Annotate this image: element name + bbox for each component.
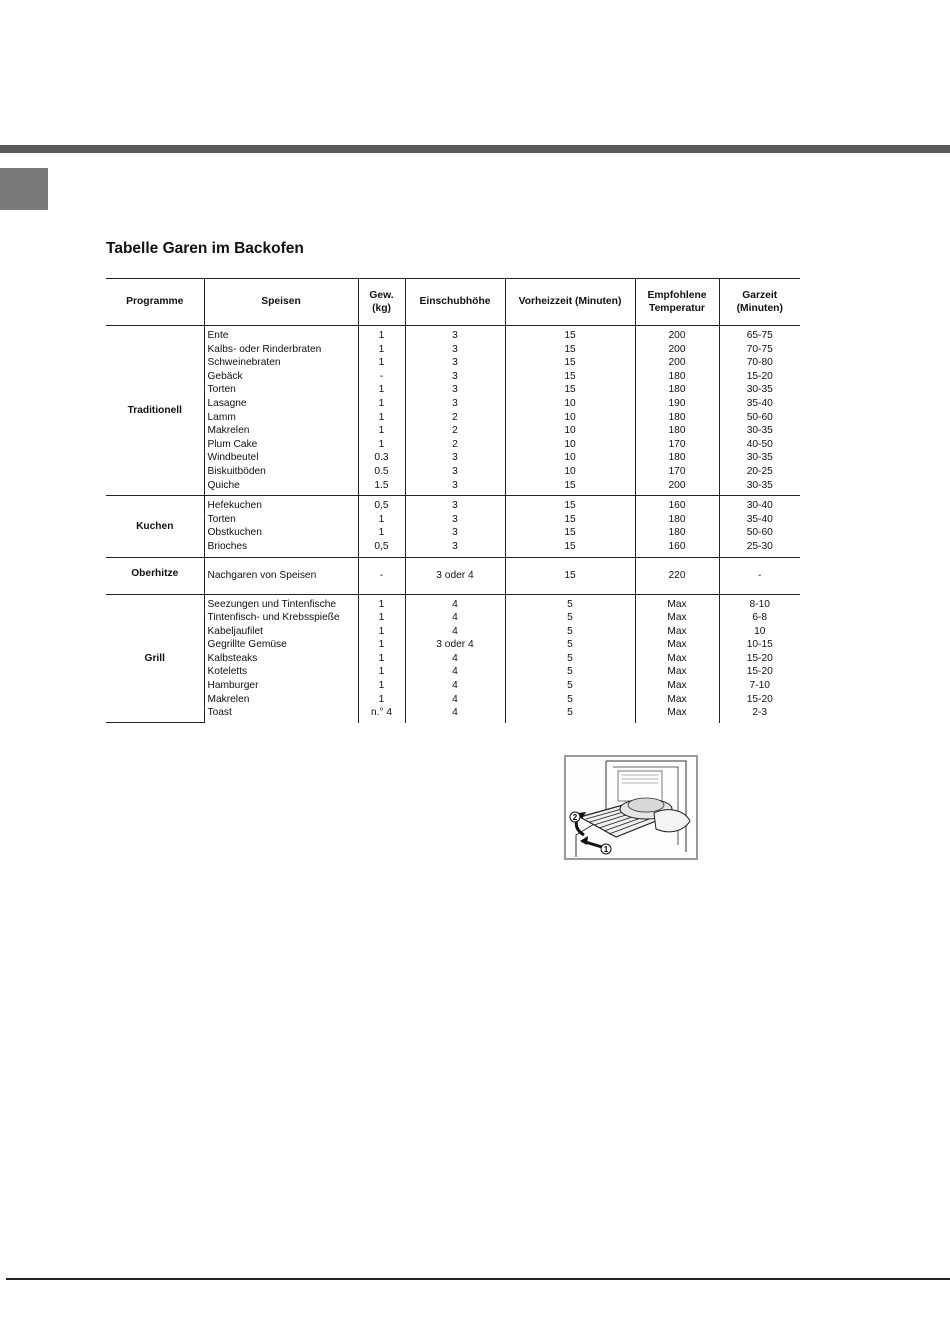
programme-cell: Oberhitze xyxy=(106,557,204,594)
weight-cell: 1 xyxy=(358,526,405,540)
weight-cell: 1 xyxy=(358,397,405,411)
table-row xyxy=(106,496,800,513)
level-cell: 3 xyxy=(405,513,505,527)
preheat-cell: 5 xyxy=(505,611,635,625)
weight-cell: 1 xyxy=(358,411,405,425)
preheat-cell: 15 xyxy=(505,479,635,496)
weight-cell: 1 xyxy=(358,326,405,343)
temp-cell: 190 xyxy=(635,397,719,411)
level-cell: 3 xyxy=(405,370,505,384)
preheat-cell: 15 xyxy=(505,370,635,384)
table-row xyxy=(106,438,800,452)
table-row xyxy=(106,411,800,425)
weight-cell: 1 xyxy=(358,693,405,707)
table-row xyxy=(106,451,800,465)
temp-cell: 160 xyxy=(635,540,719,557)
food-cell: Seezungen und Tintenfische xyxy=(204,594,358,611)
table-row xyxy=(106,343,800,357)
weight-cell: 1 xyxy=(358,438,405,452)
level-cell: 2 xyxy=(405,438,505,452)
preheat-cell: 15 xyxy=(505,540,635,557)
preheat-cell: 10 xyxy=(505,424,635,438)
weight-cell: 0.3 xyxy=(358,451,405,465)
header-food: Speisen xyxy=(204,279,358,326)
level-cell: 3 xyxy=(405,356,505,370)
food-cell: Toast xyxy=(204,706,358,723)
weight-cell: - xyxy=(358,370,405,384)
temp-cell: 220 xyxy=(635,557,719,594)
time-cell: 7-10 xyxy=(719,679,800,693)
level-cell: 3 xyxy=(405,540,505,557)
table-row xyxy=(106,638,800,652)
weight-cell: 0,5 xyxy=(358,496,405,513)
table-row xyxy=(106,594,800,611)
weight-cell: 1 xyxy=(358,638,405,652)
table-row xyxy=(106,679,800,693)
table-row xyxy=(106,356,800,370)
header-weight: Gew. (kg) xyxy=(358,279,405,326)
preheat-cell: 10 xyxy=(505,465,635,479)
level-cell: 3 oder 4 xyxy=(405,557,505,594)
time-cell: 30-35 xyxy=(719,383,800,397)
level-cell: 3 xyxy=(405,397,505,411)
temp-cell: 180 xyxy=(635,424,719,438)
weight-cell: 0.5 xyxy=(358,465,405,479)
time-cell: 6-8 xyxy=(719,611,800,625)
time-cell: 30-35 xyxy=(719,451,800,465)
food-cell: Gebäck xyxy=(204,370,358,384)
preheat-cell: 10 xyxy=(505,411,635,425)
temp-cell: 170 xyxy=(635,465,719,479)
food-cell: Nachgaren von Speisen xyxy=(204,557,358,594)
weight-cell: 1 xyxy=(358,383,405,397)
time-cell: 50-60 xyxy=(719,411,800,425)
food-cell: Windbeutel xyxy=(204,451,358,465)
time-cell: 15-20 xyxy=(719,665,800,679)
preheat-cell: 5 xyxy=(505,652,635,666)
weight-cell: 1 xyxy=(358,343,405,357)
level-cell: 3 xyxy=(405,451,505,465)
header-programme: Programme xyxy=(106,279,204,326)
time-cell: 15-20 xyxy=(719,693,800,707)
footer-rule xyxy=(6,1278,950,1280)
table-row xyxy=(106,540,800,557)
level-cell: 4 xyxy=(405,706,505,723)
time-cell: 35-40 xyxy=(719,397,800,411)
preheat-cell: 5 xyxy=(505,693,635,707)
time-cell: 50-60 xyxy=(719,526,800,540)
time-cell: 20-25 xyxy=(719,465,800,479)
table-row xyxy=(106,652,800,666)
level-cell: 4 xyxy=(405,625,505,639)
weight-cell: 1 xyxy=(358,513,405,527)
food-cell: Torten xyxy=(204,513,358,527)
temp-cell: 180 xyxy=(635,513,719,527)
food-cell: Kabeljaufilet xyxy=(204,625,358,639)
food-cell: Koteletts xyxy=(204,665,358,679)
table-row xyxy=(106,513,800,527)
time-cell: 30-35 xyxy=(719,424,800,438)
table-row xyxy=(106,383,800,397)
time-cell: - xyxy=(719,557,800,594)
temp-cell: 180 xyxy=(635,451,719,465)
time-cell: 10 xyxy=(719,625,800,639)
preheat-cell: 15 xyxy=(505,383,635,397)
temp-cell: Max xyxy=(635,679,719,693)
level-cell: 2 xyxy=(405,411,505,425)
preheat-cell: 15 xyxy=(505,513,635,527)
programme-cell: Traditionell xyxy=(106,326,204,496)
programme-cell: Grill xyxy=(106,594,204,723)
food-cell: Makrelen xyxy=(204,424,358,438)
food-cell: Hamburger xyxy=(204,679,358,693)
time-cell: 8-10 xyxy=(719,594,800,611)
preheat-cell: 5 xyxy=(505,706,635,723)
temp-cell: Max xyxy=(635,594,719,611)
step-1-label: 1 xyxy=(603,845,609,854)
preheat-cell: 15 xyxy=(505,356,635,370)
food-cell: Tintenfisch- und Krebsspieße xyxy=(204,611,358,625)
table-row xyxy=(106,424,800,438)
level-cell: 3 xyxy=(405,496,505,513)
level-cell: 3 oder 4 xyxy=(405,638,505,652)
weight-cell: 1 xyxy=(358,625,405,639)
cooking-table xyxy=(106,278,800,723)
food-cell: Makrelen xyxy=(204,693,358,707)
header-time: Garzeit (Minuten) xyxy=(719,279,800,326)
food-cell: Kalbs- oder Rinderbraten xyxy=(204,343,358,357)
level-cell: 4 xyxy=(405,665,505,679)
table-row xyxy=(106,611,800,625)
time-cell: 40-50 xyxy=(719,438,800,452)
time-cell: 70-75 xyxy=(719,343,800,357)
table-row xyxy=(106,706,800,723)
level-cell: 3 xyxy=(405,526,505,540)
level-cell: 3 xyxy=(405,343,505,357)
programme-cell: Kuchen xyxy=(106,496,204,557)
shelf-insertion-illustration xyxy=(564,755,698,860)
preheat-cell: 15 xyxy=(505,343,635,357)
level-cell: 3 xyxy=(405,479,505,496)
level-cell: 3 xyxy=(405,326,505,343)
table-row xyxy=(106,465,800,479)
weight-cell: 1 xyxy=(358,679,405,693)
food-cell: Biskuitböden xyxy=(204,465,358,479)
level-cell: 4 xyxy=(405,594,505,611)
temp-cell: Max xyxy=(635,665,719,679)
food-cell: Schweinebraten xyxy=(204,356,358,370)
table-row xyxy=(106,625,800,639)
weight-cell: 1 xyxy=(358,611,405,625)
table-row xyxy=(106,397,800,411)
food-cell: Torten xyxy=(204,383,358,397)
temp-cell: Max xyxy=(635,625,719,639)
weight-cell: 1 xyxy=(358,594,405,611)
level-cell: 4 xyxy=(405,611,505,625)
food-cell: Kalbsteaks xyxy=(204,652,358,666)
food-cell: Lasagne xyxy=(204,397,358,411)
level-cell: 2 xyxy=(405,424,505,438)
table-body xyxy=(106,326,800,723)
temp-cell: 180 xyxy=(635,383,719,397)
food-cell: Quiche xyxy=(204,479,358,496)
temp-cell: 200 xyxy=(635,343,719,357)
header-temperature: Empfohlene Temperatur xyxy=(635,279,719,326)
temp-cell: 170 xyxy=(635,438,719,452)
table-header-row xyxy=(106,279,800,326)
step-2-label: 2 xyxy=(572,813,578,822)
weight-cell: 1 xyxy=(358,652,405,666)
time-cell: 30-35 xyxy=(719,479,800,496)
level-cell: 3 xyxy=(405,383,505,397)
section-marker xyxy=(0,168,48,210)
preheat-cell: 10 xyxy=(505,451,635,465)
weight-cell: 1.5 xyxy=(358,479,405,496)
oven-rack-icon xyxy=(566,757,696,858)
time-cell: 35-40 xyxy=(719,513,800,527)
time-cell: 30-40 xyxy=(719,496,800,513)
level-cell: 4 xyxy=(405,693,505,707)
header-preheat: Vorheizzeit (Minuten) xyxy=(505,279,635,326)
weight-cell: 1 xyxy=(358,424,405,438)
temp-cell: Max xyxy=(635,693,719,707)
food-cell: Plum Cake xyxy=(204,438,358,452)
level-cell: 4 xyxy=(405,679,505,693)
header-rule xyxy=(0,145,950,153)
preheat-cell: 5 xyxy=(505,638,635,652)
time-cell: 15-20 xyxy=(719,652,800,666)
weight-cell: 1 xyxy=(358,356,405,370)
temp-cell: Max xyxy=(635,652,719,666)
temp-cell: 180 xyxy=(635,411,719,425)
temp-cell: 200 xyxy=(635,356,719,370)
weight-cell: 0,5 xyxy=(358,540,405,557)
preheat-cell: 10 xyxy=(505,438,635,452)
temp-cell: 160 xyxy=(635,496,719,513)
level-cell: 3 xyxy=(405,465,505,479)
time-cell: 15-20 xyxy=(719,370,800,384)
weight-cell: n.° 4 xyxy=(358,706,405,723)
table-row xyxy=(106,665,800,679)
temp-cell: Max xyxy=(635,706,719,723)
temp-cell: Max xyxy=(635,638,719,652)
preheat-cell: 15 xyxy=(505,526,635,540)
table-row xyxy=(106,526,800,540)
food-cell: Hefekuchen xyxy=(204,496,358,513)
food-cell: Gegrillte Gemüse xyxy=(204,638,358,652)
time-cell: 25-30 xyxy=(719,540,800,557)
header-level: Einschubhöhe xyxy=(405,279,505,326)
level-cell: 4 xyxy=(405,652,505,666)
weight-cell: 1 xyxy=(358,665,405,679)
page-title: Tabelle Garen im Backofen xyxy=(106,240,304,257)
table-row xyxy=(106,326,800,343)
temp-cell: 200 xyxy=(635,326,719,343)
time-cell: 10-15 xyxy=(719,638,800,652)
preheat-cell: 5 xyxy=(505,679,635,693)
temp-cell: Max xyxy=(635,611,719,625)
preheat-cell: 10 xyxy=(505,397,635,411)
food-cell: Obstkuchen xyxy=(204,526,358,540)
table-row xyxy=(106,557,800,594)
preheat-cell: 5 xyxy=(505,625,635,639)
table-row xyxy=(106,370,800,384)
weight-cell: - xyxy=(358,557,405,594)
temp-cell: 180 xyxy=(635,370,719,384)
food-cell: Lamm xyxy=(204,411,358,425)
table-row xyxy=(106,693,800,707)
time-cell: 2-3 xyxy=(719,706,800,723)
preheat-cell: 5 xyxy=(505,594,635,611)
preheat-cell: 15 xyxy=(505,557,635,594)
time-cell: 70-80 xyxy=(719,356,800,370)
temp-cell: 180 xyxy=(635,526,719,540)
food-cell: Ente xyxy=(204,326,358,343)
preheat-cell: 5 xyxy=(505,665,635,679)
table-row xyxy=(106,479,800,496)
preheat-cell: 15 xyxy=(505,326,635,343)
food-cell: Brioches xyxy=(204,540,358,557)
preheat-cell: 15 xyxy=(505,496,635,513)
temp-cell: 200 xyxy=(635,479,719,496)
time-cell: 65-75 xyxy=(719,326,800,343)
